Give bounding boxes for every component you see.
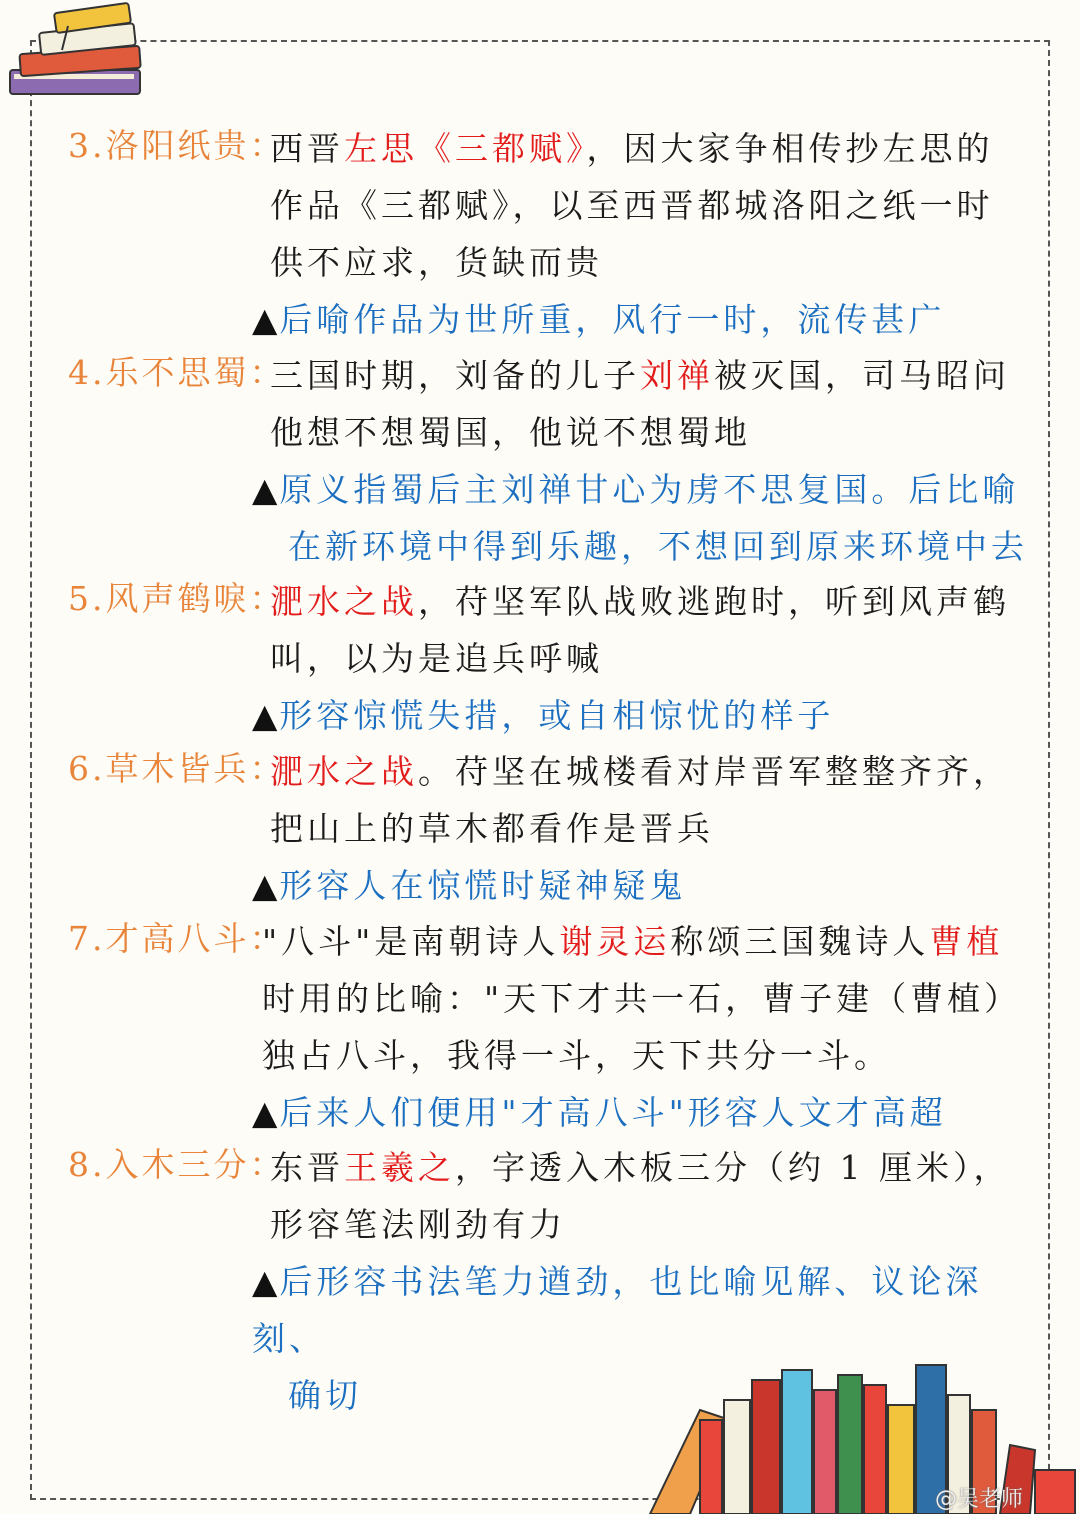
highlight-name: 淝水之战 [270, 752, 418, 791]
idiom-origin: 淝水之战。苻坚在城楼看对岸晋军整整齐齐，把山上的草木都看作是晋兵 [270, 752, 1010, 848]
idiom-origin: 淝水之战，苻坚军队战败逃跑时，听到风声鹤叫，以为是追兵呼喊 [270, 582, 1010, 678]
triangle-icon: ▲ [252, 1262, 278, 1301]
watermark: @吴老师 [935, 1487, 1024, 1512]
idiom-origin: 西晋左思《三都赋》，因大家争相传抄左思的作品《三都赋》，以至西晋都城洛阳之纸一时供不应求，货缺而贵 [270, 129, 994, 282]
idiom-meaning: ▲原义指蜀后主刘禅甘心为虏不思复国。后比喻 在新环境中得到乐趣，不想回到原来环境中去 [252, 470, 1028, 566]
idiom-meaning: ▲后喻作品为世所重，风行一时，流传甚广 [252, 300, 946, 339]
book-stack-icon [0, 0, 160, 110]
idiom-term: 8.入木三分： [68, 1145, 286, 1184]
idiom-term: 7.才高八斗： [68, 919, 286, 958]
idiom-origin: "八斗"是南朝诗人谢灵运称颂三国魏诗人曹植时用的比喻："天下才共一石，曹子建（曹植）独占八斗，我得一斗，天下共分一斗。 [262, 922, 1022, 1075]
idiom-term: 6.草木皆兵： [68, 749, 286, 788]
highlight-name: 左思《三都赋》 [344, 129, 587, 168]
highlight-name: 谢灵运 [559, 922, 671, 961]
highlight-name: 曹植 [929, 922, 1004, 961]
idiom-term: 5.风声鹤唳： [68, 579, 286, 618]
highlight-name: 王羲之 [344, 1148, 455, 1187]
triangle-icon: ▲ [252, 300, 278, 339]
triangle-icon: ▲ [252, 866, 278, 905]
idiom-meaning: ▲形容惊慌失措，或自相惊忧的样子 [252, 696, 835, 735]
idiom-meaning: ▲后形容书法笔力遒劲，也比喻见解、议论深刻、 确切 [252, 1262, 983, 1415]
idiom-meaning: ▲形容人在惊慌时疑神疑鬼 [252, 866, 687, 905]
highlight-name: 刘禅 [640, 356, 714, 395]
idiom-term: 3.洛阳纸贵： [68, 126, 286, 165]
idiom-meaning: ▲后来人们便用"才高八斗"形容人文才高超 [252, 1093, 947, 1132]
triangle-icon: ▲ [252, 1093, 278, 1132]
idiom-origin: 三国时期，刘备的儿子刘禅被灭国，司马昭问他想不想蜀国，他说不想蜀地 [270, 356, 1010, 452]
triangle-icon: ▲ [252, 696, 278, 735]
idiom-term: 4.乐不思蜀： [68, 353, 286, 392]
idiom-origin: 东晋王羲之，字透入木板三分（约 1 厘米），形容笔法刚劲有力 [270, 1148, 1011, 1244]
triangle-icon: ▲ [252, 470, 278, 509]
highlight-name: 淝水之战 [270, 582, 418, 621]
